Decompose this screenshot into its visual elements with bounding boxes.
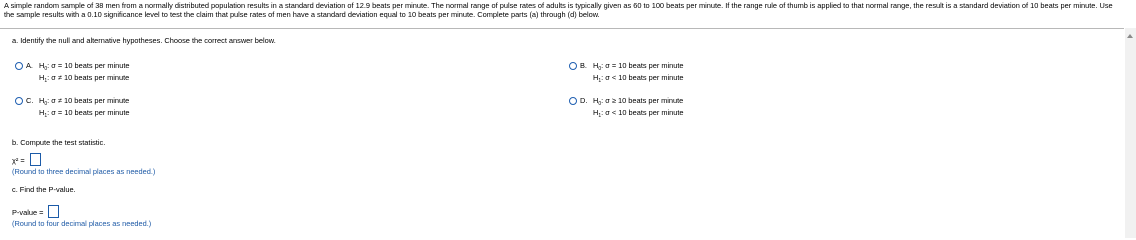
- part-b-hint: (Round to three decimal places as needed.): [12, 167, 156, 176]
- chi-square-input[interactable]: [30, 153, 41, 166]
- option-a-null-hypothesis: $H_0$: σ = 10 beats per minute: [39, 61, 130, 72]
- option-d-letter: D.: [580, 96, 588, 105]
- part-b-prompt: b. Compute the test statistic.: [12, 138, 106, 147]
- problem-statement: A simple random sample of 38 men from a normally distributed population results in a standard deviation of 12.9 beats per minute. The normal range of pulse rates of adults is typically given as 60 to 100 beats per minute. If the range rule of thumb is applied to that normal range, the result is a standard deviation of 10 beats per minute. Use the sample results with a 0.10 significance level to test the claim that pulse rates of men have a standard deviation equal to 10 beats per minute. Complete parts (a) through (d) below.: [4, 1, 1113, 19]
- chi-square-label: χ² =: [12, 156, 25, 165]
- scroll-up-arrow-icon[interactable]: [1127, 34, 1133, 38]
- radio-a[interactable]: [15, 62, 23, 70]
- option-d-alt-hypothesis: $H_1$: σ < 10 beats per minute: [593, 108, 684, 119]
- radio-c[interactable]: [15, 97, 23, 105]
- scrollbar[interactable]: [1125, 28, 1136, 238]
- radio-b[interactable]: [569, 62, 577, 70]
- option-c-alt-hypothesis: $H_1$: σ = 10 beats per minute: [39, 108, 130, 119]
- part-a-prompt: a. Identify the null and alternative hypotheses. Choose the correct answer below.: [12, 36, 276, 45]
- radio-d[interactable]: [569, 97, 577, 105]
- option-b-letter: B.: [580, 61, 587, 70]
- option-a-alt-hypothesis: $H_1$: σ ≠ 10 beats per minute: [39, 73, 130, 84]
- option-d-null-hypothesis: $H_0$: σ ≥ 10 beats per minute: [593, 96, 684, 107]
- part-c-hint: (Round to four decimal places as needed.): [12, 219, 152, 228]
- option-b-alt-hypothesis: $H_1$: σ < 10 beats per minute: [593, 73, 684, 84]
- option-c-null-hypothesis: $H_0$: σ ≠ 10 beats per minute: [39, 96, 130, 107]
- option-c-letter: C.: [26, 96, 34, 105]
- option-b-null-hypothesis: $H_0$: σ = 10 beats per minute: [593, 61, 684, 72]
- divider: [0, 28, 1124, 29]
- p-value-input[interactable]: [48, 205, 59, 218]
- p-value-label: P-value =: [12, 208, 44, 217]
- part-c-prompt: c. Find the P-value.: [12, 185, 76, 194]
- option-a-letter: A.: [26, 61, 33, 70]
